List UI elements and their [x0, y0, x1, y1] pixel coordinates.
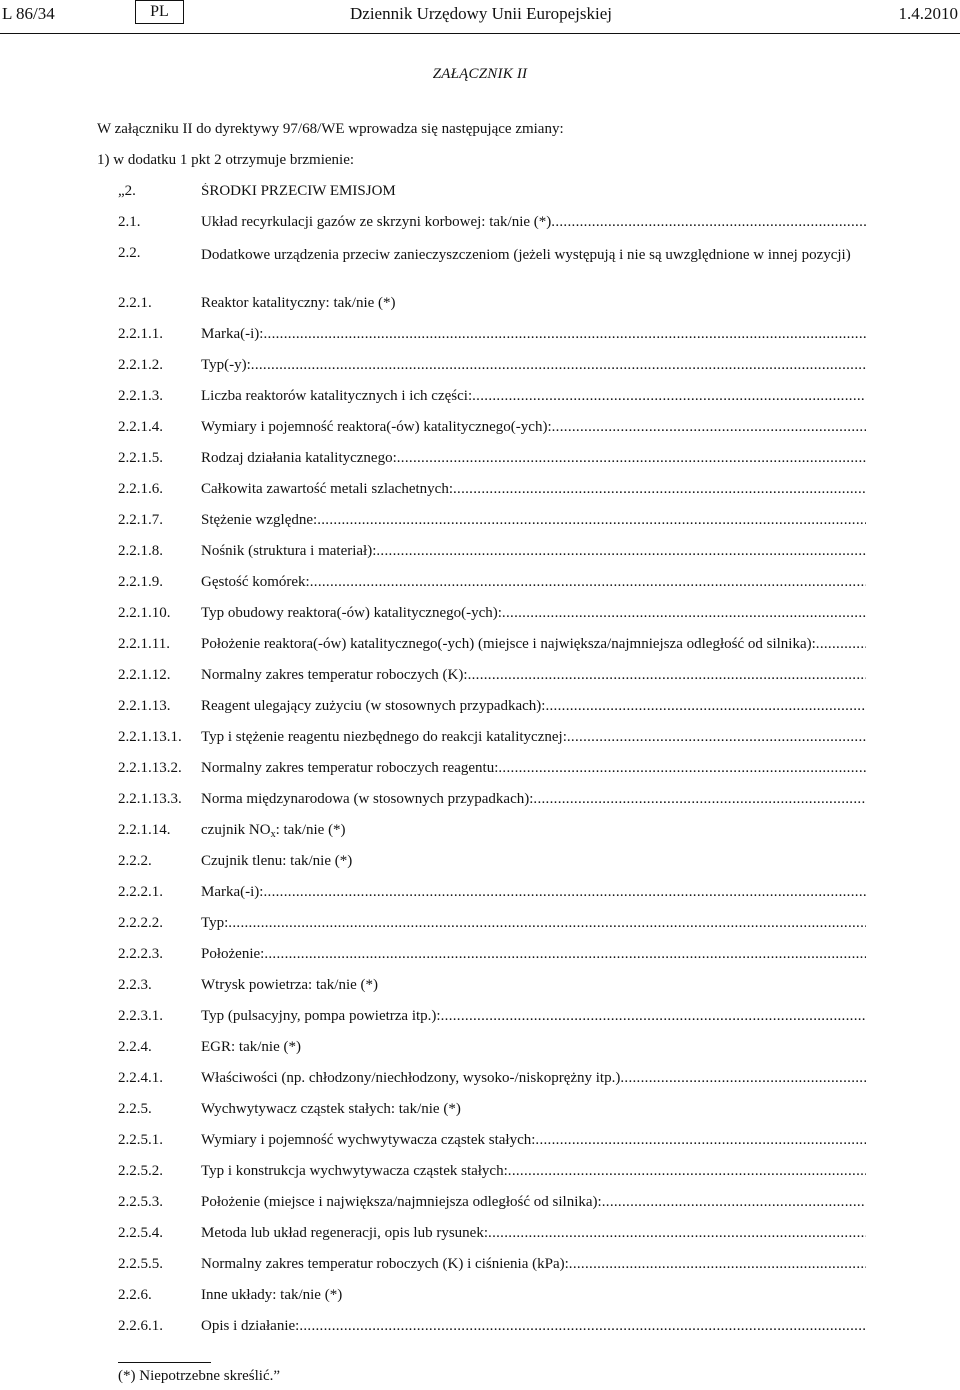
- item-text: Opis i działanie: .....: [201, 1318, 866, 1335]
- item-number: 2.2.1.10.: [118, 605, 171, 621]
- item-text: Położenie reaktora(-ów) katalitycznego(-ych) (miejsce i największa/najmniejsza odległość od silnika): .....: [201, 636, 866, 653]
- item-number: 2.2.5.3.: [118, 1194, 163, 1210]
- item-text: Marka(-i): .....: [201, 326, 866, 343]
- item-text: Typ i stężenie reagentu niezbędnego do reakcji katalitycznej: .....: [201, 729, 866, 746]
- publication-date: 1.4.2010: [898, 4, 958, 23]
- item-text: Gęstość komórek: .....: [201, 574, 866, 591]
- item-text: Reaktor katalityczny: tak/nie (*): [201, 295, 396, 311]
- item-number: 2.2.1.7.: [118, 512, 163, 528]
- item-text: Typ i konstrukcja wychwytywacza cząstek stałych: .....: [201, 1163, 866, 1180]
- item-text: Położenie: .....: [201, 946, 866, 963]
- item-text: Marka(-i): .....: [201, 884, 866, 901]
- item-text: Dodatkowe urządzenia przeciw zanieczyszczeniom (jeżeli występują i nie są uwzględnione w innej pozycji): [201, 247, 851, 263]
- item-number: 2.2.1.5.: [118, 450, 163, 466]
- item-text: ŚRODKI PRZECIW EMISJOM: [201, 183, 396, 199]
- item-number: 2.1.: [118, 214, 141, 230]
- item-text: Metoda lub układ regeneracji, opis lub rysunek: .....: [201, 1225, 866, 1242]
- item-number: 2.2.1.2.: [118, 357, 163, 373]
- item-text: Układ recyrkulacji gazów ze skrzyni korbowej: tak/nie (*) .....: [201, 214, 866, 231]
- footnote-divider: [118, 1362, 211, 1363]
- item-text: Reagent ulegający zużyciu (w stosownych przypadkach): .....: [201, 698, 866, 715]
- item-number: 2.2.1.: [118, 295, 152, 311]
- item-text: Stężenie względne: .....: [201, 512, 866, 529]
- intro-line: W załączniku II do dyrektywy 97/68/WE wprowadza się następujące zmiany:: [97, 121, 564, 137]
- item-number: 2.2.1.13.3.: [118, 791, 182, 807]
- item-number: 2.2.1.13.2.: [118, 760, 182, 776]
- item-number: 2.2.1.12.: [118, 667, 171, 683]
- item-text: Typ(-y): .....: [201, 357, 866, 374]
- item-text: Wymiary i pojemność wychwytywacza cząstek stałych: .....: [201, 1132, 866, 1149]
- annex-title: ZAŁĄCZNIK II: [432, 66, 528, 82]
- journal-title: Dziennik Urzędowy Unii Europejskiej: [350, 4, 613, 23]
- item-text: Typ (pulsacyjny, pompa powietrza itp.): .....: [201, 1008, 866, 1025]
- item-text: Inne układy: tak/nie (*): [201, 1287, 343, 1303]
- item-text: Wymiary i pojemność reaktora(-ów) katalitycznego(-ych): .....: [201, 419, 866, 436]
- item-number: 2.2.1.3.: [118, 388, 163, 404]
- item-number: 2.2.2.: [118, 853, 152, 869]
- item-number: 2.2.2.2.: [118, 915, 163, 931]
- item-number: 2.2.6.: [118, 1287, 152, 1303]
- item-text: Czujnik tlenu: tak/nie (*): [201, 853, 353, 869]
- item-text: Typ: .....: [201, 915, 866, 932]
- item-number: 2.2.1.13.1.: [118, 729, 182, 745]
- page-reference: L 86/34: [2, 4, 55, 23]
- item-number: 2.2.4.1.: [118, 1070, 163, 1086]
- item-number: 2.2.3.1.: [118, 1008, 163, 1024]
- item-text: Nośnik (struktura i materiał): .....: [201, 543, 866, 560]
- item-number: 2.2.5.1.: [118, 1132, 163, 1148]
- item-number: 2.2.1.6.: [118, 481, 163, 497]
- item-number: 2.2.1.4.: [118, 419, 163, 435]
- language-badge: PL: [135, 0, 184, 24]
- item-text: Normalny zakres temperatur roboczych reagentu: .....: [201, 760, 866, 777]
- item-text: Normalny zakres temperatur roboczych (K): .....: [201, 667, 866, 684]
- item-text: Typ obudowy reaktora(-ów) katalitycznego(-ych): .....: [201, 605, 866, 622]
- item-text: czujnik $NO_x$: tak/nie (*): [201, 822, 346, 840]
- intro-line: 1) w dodatku 1 pkt 2 otrzymuje brzmienie:: [97, 152, 355, 168]
- item-number: 2.2.2.1.: [118, 884, 163, 900]
- item-number: 2.2.5.2.: [118, 1163, 163, 1179]
- page-header: [0, 0, 960, 34]
- item-text: Właściwości (np. chłodzony/niechłodzony, wysoko-/niskoprężny itp.) .....: [201, 1070, 866, 1087]
- header-divider: [0, 33, 960, 34]
- item-number: 2.2.1.1.: [118, 326, 163, 342]
- item-text: Rodzaj działania katalitycznego: .....: [201, 450, 866, 467]
- item-number: 2.2.1.8.: [118, 543, 163, 559]
- item-number: 2.2.: [118, 245, 141, 261]
- item-number: 2.2.1.13.: [118, 698, 171, 714]
- item-number: 2.2.1.11.: [118, 636, 170, 652]
- item-text: EGR: tak/nie (*): [201, 1039, 301, 1055]
- item-text: Normalny zakres temperatur roboczych (K) i ciśnienia (kPa): .....: [201, 1256, 866, 1273]
- item-number: 2.2.6.1.: [118, 1318, 163, 1334]
- item-number: 2.2.4.: [118, 1039, 152, 1055]
- item-text: Wtrysk powietrza: tak/nie (*): [201, 977, 379, 993]
- item-text: Położenie (miejsce i największa/najmniejsza odległość od silnika): .....: [201, 1194, 866, 1211]
- item-number: 2.2.2.3.: [118, 946, 163, 962]
- item-number: 2.2.5.4.: [118, 1225, 163, 1241]
- item-text: Całkowita zawartość metali szlachetnych: .....: [201, 481, 866, 498]
- item-number: 2.2.1.9.: [118, 574, 163, 590]
- item-text: Liczba reaktorów katalitycznych i ich części: .....: [201, 388, 866, 405]
- item-number: 2.2.3.: [118, 977, 152, 993]
- item-text: Norma międzynarodowa (w stosownych przypadkach): .....: [201, 791, 866, 808]
- item-number: 2.2.5.5.: [118, 1256, 163, 1272]
- item-number: 2.2.1.14.: [118, 822, 171, 838]
- item-number: „2.: [118, 183, 136, 199]
- footnote: (*) Niepotrzebne skreślić.”: [118, 1368, 281, 1384]
- item-number: 2.2.5.: [118, 1101, 152, 1117]
- item-text: Wychwytywacz cząstek stałych: tak/nie (*): [201, 1101, 461, 1117]
